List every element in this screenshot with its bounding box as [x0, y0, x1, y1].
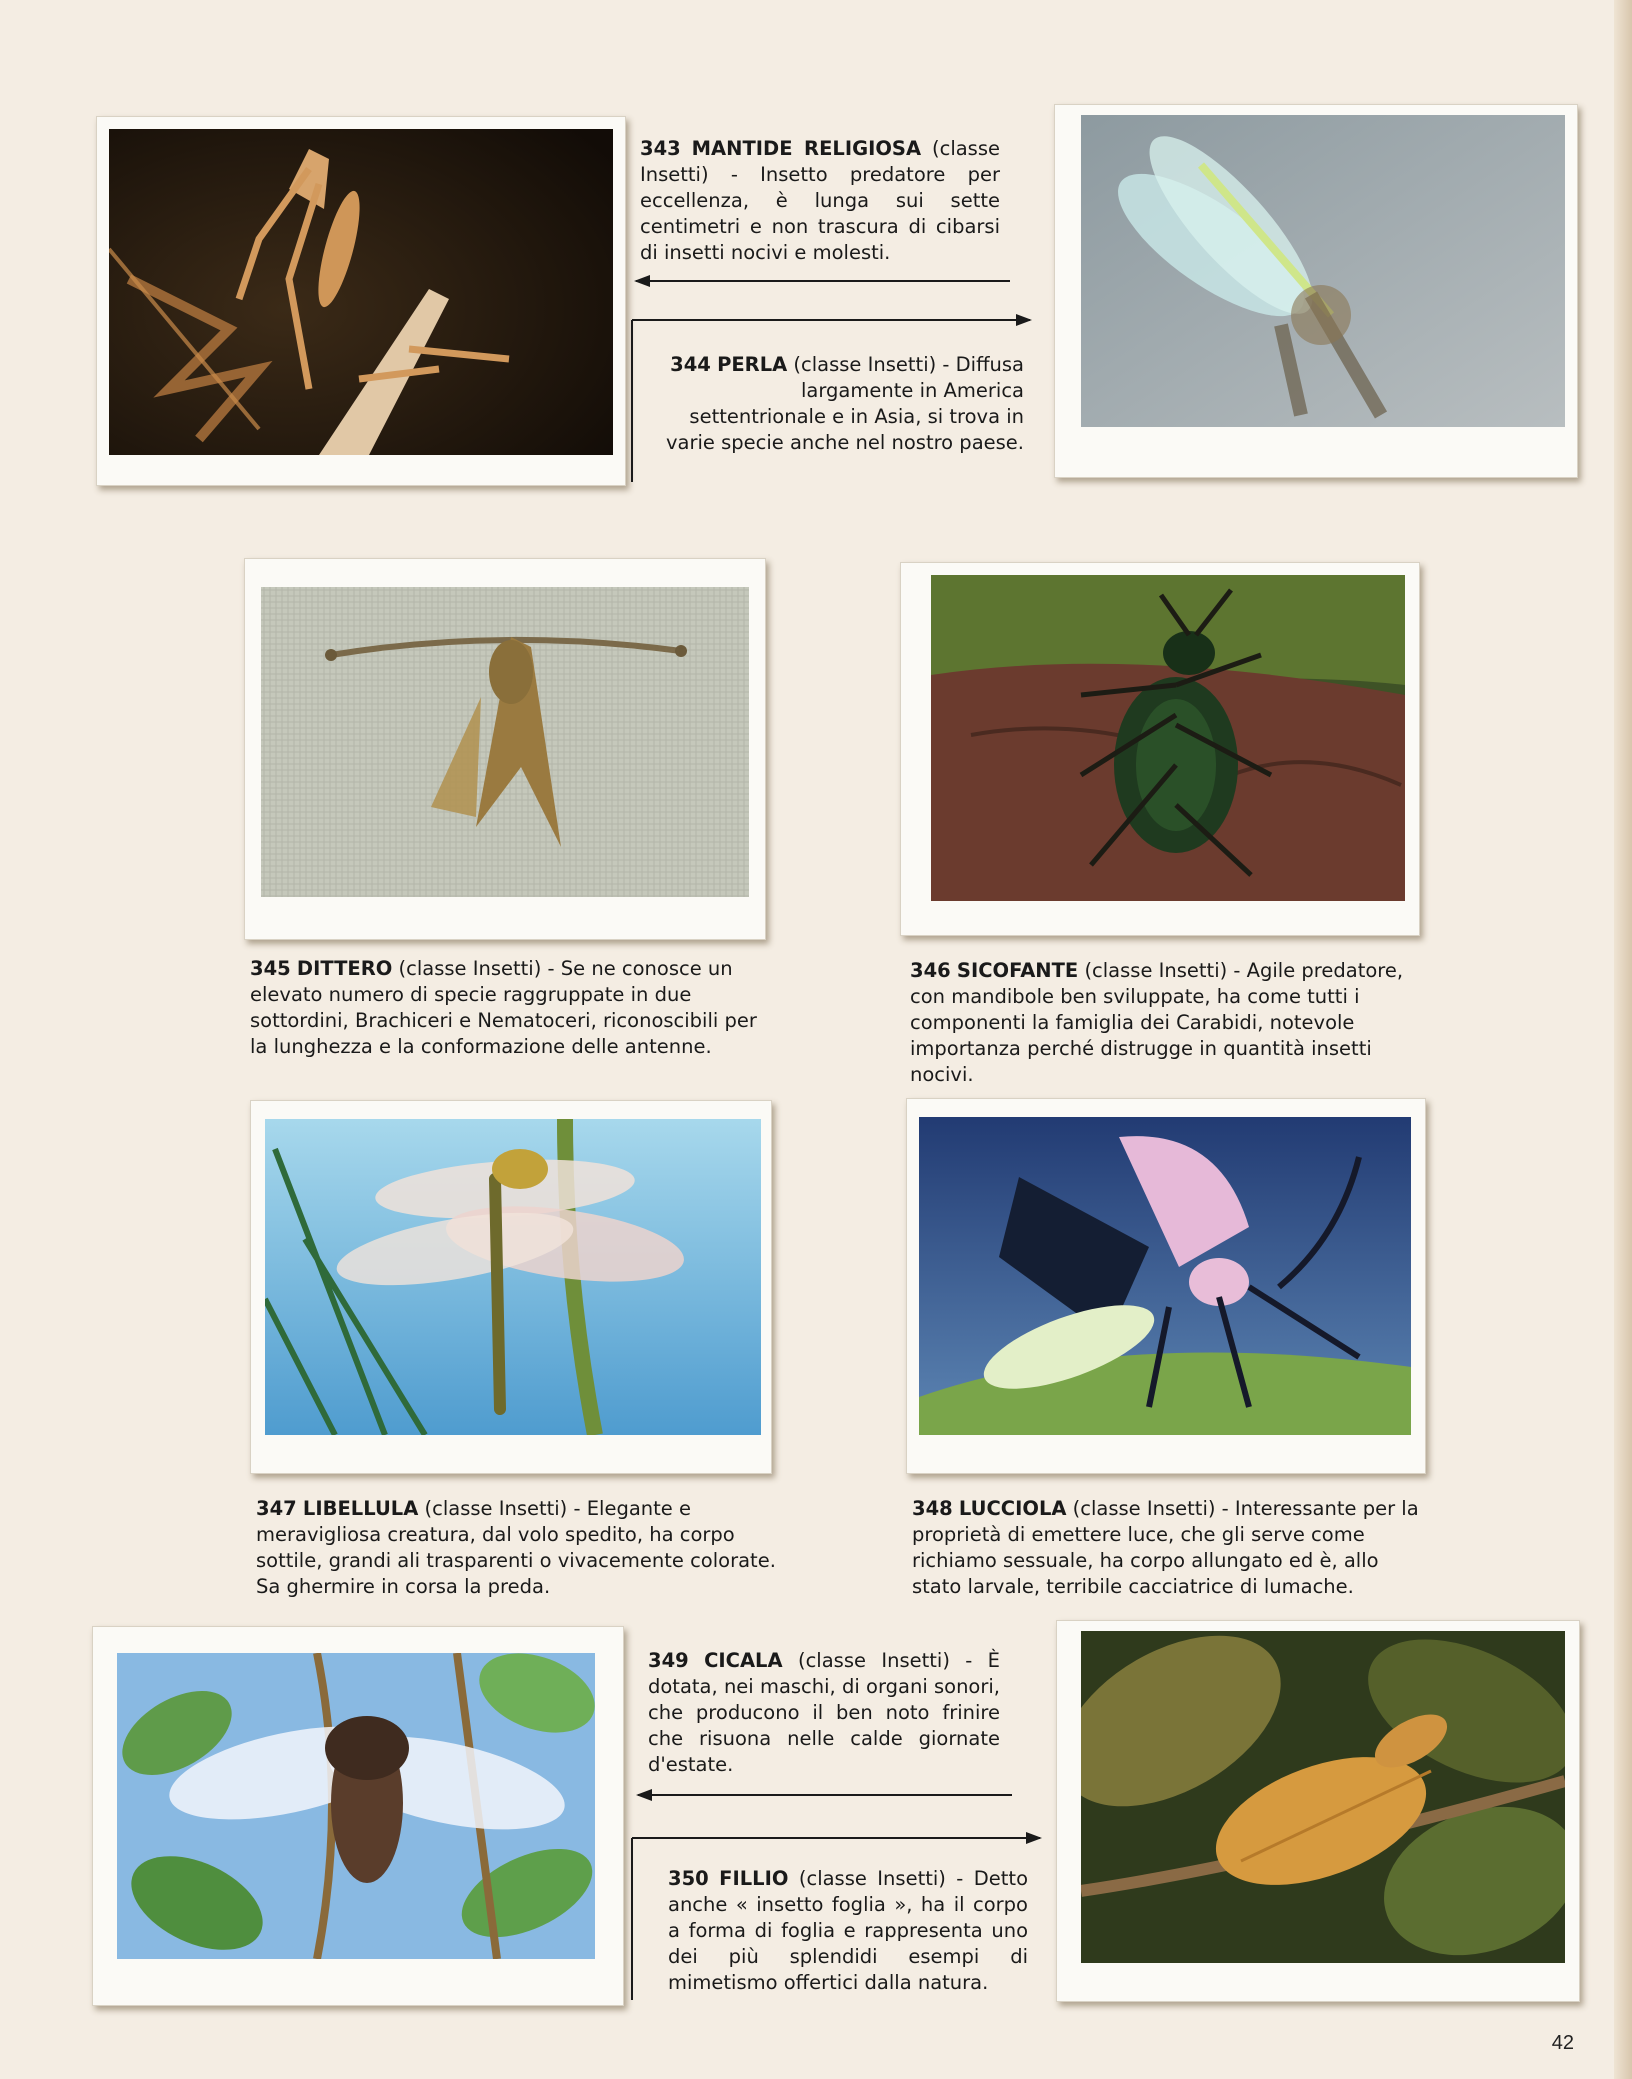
mantide-photo	[109, 129, 613, 455]
entry-number: 349	[648, 1649, 689, 1672]
entry-number: 350	[668, 1867, 709, 1890]
sicofante-photo	[931, 575, 1405, 901]
entry-text: (classe Insetti) - Se ne conosce un elevato numero di specie raggruppate in due sottordini, Brachiceri e Nematoceri, riconoscibili per la lunghezza e la conformazione delle antenne.	[250, 957, 757, 1058]
libellula-photo	[265, 1119, 761, 1435]
cicala-photo	[117, 1653, 595, 1959]
sticker-card-mantide	[96, 116, 626, 486]
entry-name: LUCCIOLA	[958, 1497, 1067, 1520]
caption-344	[664, 352, 1024, 456]
sticker-card-perla	[1054, 104, 1578, 478]
sticker-card-fillio	[1056, 1620, 1580, 2002]
entry-name: SICOFANTE	[956, 959, 1079, 982]
entry-number: 343	[640, 137, 681, 160]
sticker-card-dittero	[244, 558, 766, 940]
caption-350	[668, 1866, 1028, 1996]
sticker-card-lucciola	[906, 1098, 1426, 1474]
entry-text: (classe Insetti) - Diffusa largamente in America settentrionale e in Asia, si trova in varie specie anche nel nostro paese.	[665, 353, 1024, 454]
caption-343	[640, 136, 1000, 266]
lucciola-photo	[919, 1117, 1411, 1435]
fillio-photo	[1081, 1631, 1565, 1963]
caption-348	[912, 1496, 1432, 1600]
entry-name: CICALA	[704, 1649, 783, 1672]
sticker-card-cicala	[92, 1626, 624, 2006]
entry-number: 347	[256, 1497, 297, 1520]
entry-number: 344	[670, 353, 711, 376]
caption-345	[250, 956, 770, 1060]
entry-name: PERLA	[717, 353, 788, 376]
page-number: 42	[1551, 2032, 1574, 2054]
entry-name: MANTIDE RELIGIOSA	[691, 137, 922, 160]
caption-347	[256, 1496, 776, 1600]
page-edge	[1614, 0, 1632, 2079]
entry-text: (classe Insetti) - Interessante per la proprietà di emettere luce, che gli serve come richiamo sessuale, ha corpo allungato ed è, allo stato larvale, terribile cacciatrice di lumache.	[912, 1497, 1419, 1598]
sticker-card-sicofante	[900, 562, 1420, 936]
sticker-card-libellula	[250, 1100, 772, 1474]
dittero-photo	[261, 587, 749, 897]
caption-349	[648, 1648, 1000, 1778]
entry-name: LIBELLULA	[302, 1497, 419, 1520]
entry-text: (classe Insetti) - Insetto predatore per eccellenza, è lunga sui sette centimetri e non trascura di cibarsi di insetti nocivi e molesti.	[640, 137, 1000, 264]
entry-text: (classe Insetti) - Agile predatore, con mandibole ben sviluppate, ha come tutti i componenti la famiglia dei Carabidi, notevole importanza perché distrugge in quantità insetti nocivi.	[910, 959, 1404, 1086]
entry-text: (classe Insetti) - È dotata, nei maschi, di organi sonori, che producono il ben noto frinire che risuona nelle calde giornate d'estate.	[648, 1649, 1001, 1776]
caption-346	[910, 958, 1440, 1088]
entry-number: 348	[912, 1497, 953, 1520]
arrow-left-icon	[632, 266, 1012, 296]
entry-number: 346	[910, 959, 951, 982]
entry-text: (classe Insetti) - Elegante e meravigliosa creatura, dal volo spedito, ha corpo sottile, grandi ali trasparenti o vivacemente colorate. Sa ghermire in corsa la preda.	[256, 1497, 776, 1598]
arrow-left-icon	[634, 1780, 1014, 1810]
entry-number: 345	[250, 957, 291, 980]
perla-photo	[1081, 115, 1565, 427]
entry-name: FILLIO	[719, 1867, 789, 1890]
entry-name: DITTERO	[296, 957, 393, 980]
entry-text: (classe Insetti) - Detto anche « insetto foglia », ha il corpo a forma di foglia e rappresenta uno dei più splendidi esempi di mimetismo offertici dalla natura.	[668, 1867, 1029, 1994]
